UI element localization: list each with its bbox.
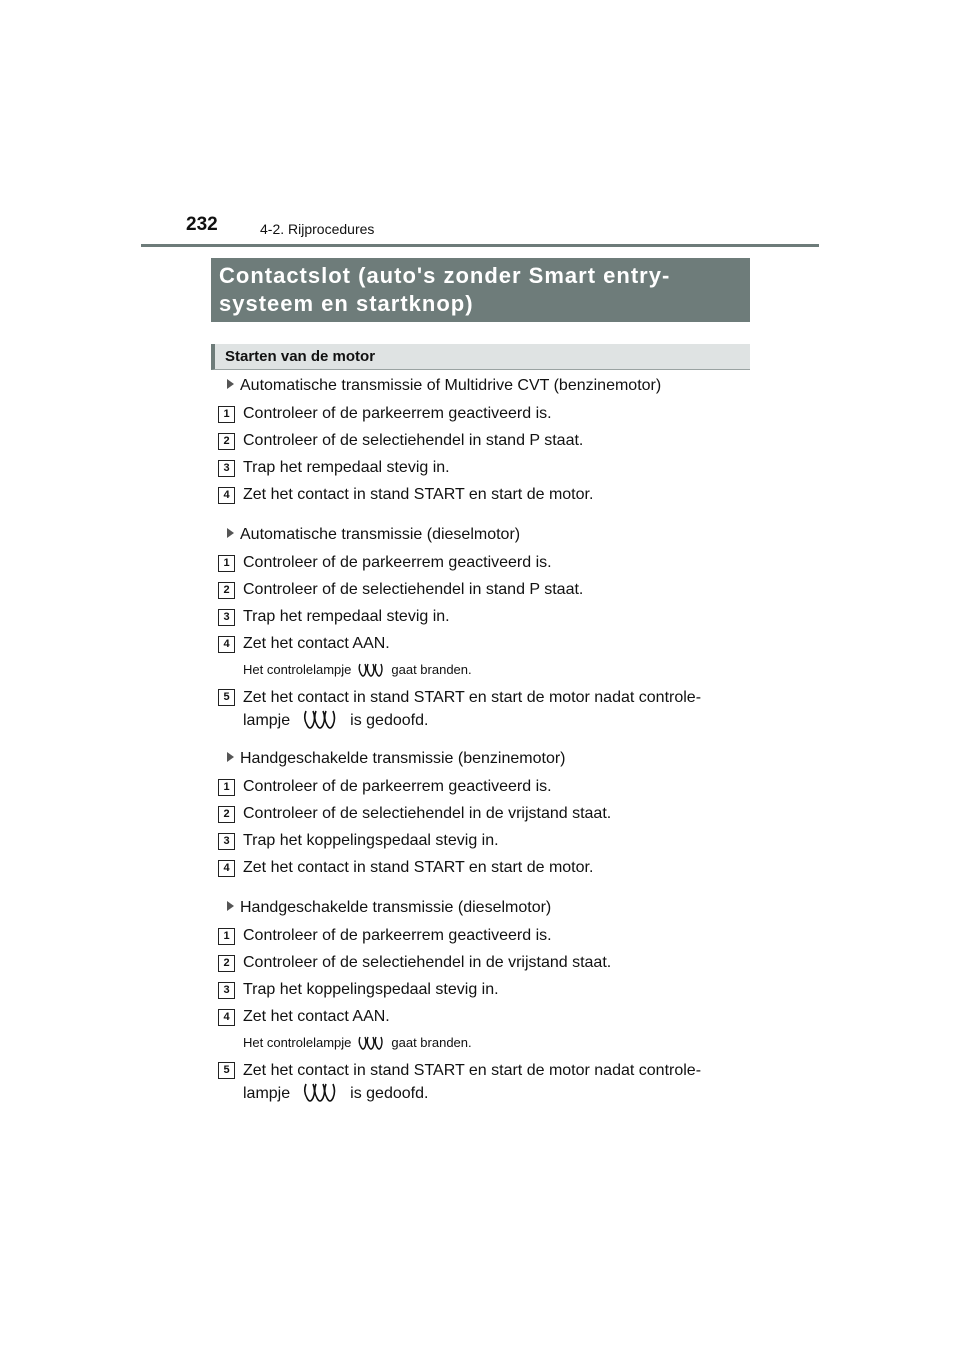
step-number: 5	[218, 689, 235, 706]
step-text-line: Zet het contact in stand START en start de motor nadat controle-	[243, 689, 702, 706]
step-text-line: lampje is gedoofd.	[243, 1082, 744, 1105]
step-text	[243, 686, 744, 732]
step-text: Trap het koppelingspedaal stevig in.	[243, 832, 499, 849]
step-text: Controleer of de selectiehendel in stand P staat.	[243, 581, 584, 598]
step-number: 1	[218, 555, 235, 572]
glow-plug-indicator-icon	[302, 1083, 338, 1105]
glow-plug-indicator-icon	[357, 1036, 385, 1052]
triangle-bullet-icon	[227, 901, 234, 911]
step-note: Het controlelampje gaat branden.	[243, 662, 472, 677]
step-text: Controleer of de parkeerrem geactiveerd is.	[243, 554, 552, 571]
triangle-bullet-icon	[227, 379, 234, 389]
step-note: Het controlelampje gaat branden.	[243, 1035, 472, 1050]
step-number: 4	[218, 860, 235, 877]
main-title-line-1: Contactslot (auto's zonder Smart entry-	[219, 263, 671, 288]
step-text: Controleer of de parkeerrem geactiveerd is.	[243, 927, 552, 944]
triangle-bullet-icon	[227, 528, 234, 538]
step-text: Controleer of de parkeerrem geactiveerd is.	[243, 778, 552, 795]
step-text-line: Zet het contact in stand START en start de motor nadat controle-	[243, 1062, 702, 1079]
subheading: Starten van de motor	[211, 344, 750, 370]
step-number: 4	[218, 487, 235, 504]
block-title: Automatische transmissie (dieselmotor)	[227, 526, 520, 544]
step-text: Trap het rempedaal stevig in.	[243, 608, 450, 625]
step-number: 2	[218, 955, 235, 972]
step-text: Zet het contact AAN.	[243, 1008, 390, 1025]
main-title-line-2: systeem en startknop)	[219, 291, 474, 316]
block-title: Handgeschakelde transmissie (benzinemotor)	[227, 750, 566, 768]
step-number: 5	[218, 1062, 235, 1079]
triangle-bullet-icon	[227, 752, 234, 762]
step-text: Zet het contact in stand START en start de motor.	[243, 859, 594, 876]
step-text: Trap het rempedaal stevig in.	[243, 459, 450, 476]
step-number: 4	[218, 1009, 235, 1026]
block-title: Automatische transmissie of Multidrive CVT (benzinemotor)	[227, 377, 661, 395]
step-text: Zet het contact in stand START en start de motor.	[243, 486, 594, 503]
header-rule	[141, 244, 819, 247]
step-text: Controleer of de selectiehendel in stand P staat.	[243, 432, 584, 449]
glow-plug-indicator-icon	[302, 710, 338, 732]
page-number: 232	[186, 214, 218, 235]
step-number: 2	[218, 806, 235, 823]
step-text-line: lampje is gedoofd.	[243, 709, 744, 732]
section-reference: 4-2. Rijprocedures	[260, 221, 375, 237]
step-number: 3	[218, 833, 235, 850]
step-number: 4	[218, 636, 235, 653]
step-text: Controleer of de parkeerrem geactiveerd is.	[243, 405, 552, 422]
main-title	[211, 258, 750, 322]
step-number: 2	[218, 582, 235, 599]
step-text: Zet het contact AAN.	[243, 635, 390, 652]
step-number: 3	[218, 460, 235, 477]
step-number: 3	[218, 982, 235, 999]
step-text	[243, 1059, 744, 1105]
step-text: Controleer of de selectiehendel in de vrijstand staat.	[243, 954, 612, 971]
step-number: 1	[218, 928, 235, 945]
step-number: 1	[218, 406, 235, 423]
step-number: 3	[218, 609, 235, 626]
block-title: Handgeschakelde transmissie (dieselmotor)	[227, 899, 551, 917]
step-text: Controleer of de selectiehendel in de vrijstand staat.	[243, 805, 612, 822]
step-number: 2	[218, 433, 235, 450]
step-number: 1	[218, 779, 235, 796]
step-text: Trap het koppelingspedaal stevig in.	[243, 981, 499, 998]
glow-plug-indicator-icon	[357, 663, 385, 679]
